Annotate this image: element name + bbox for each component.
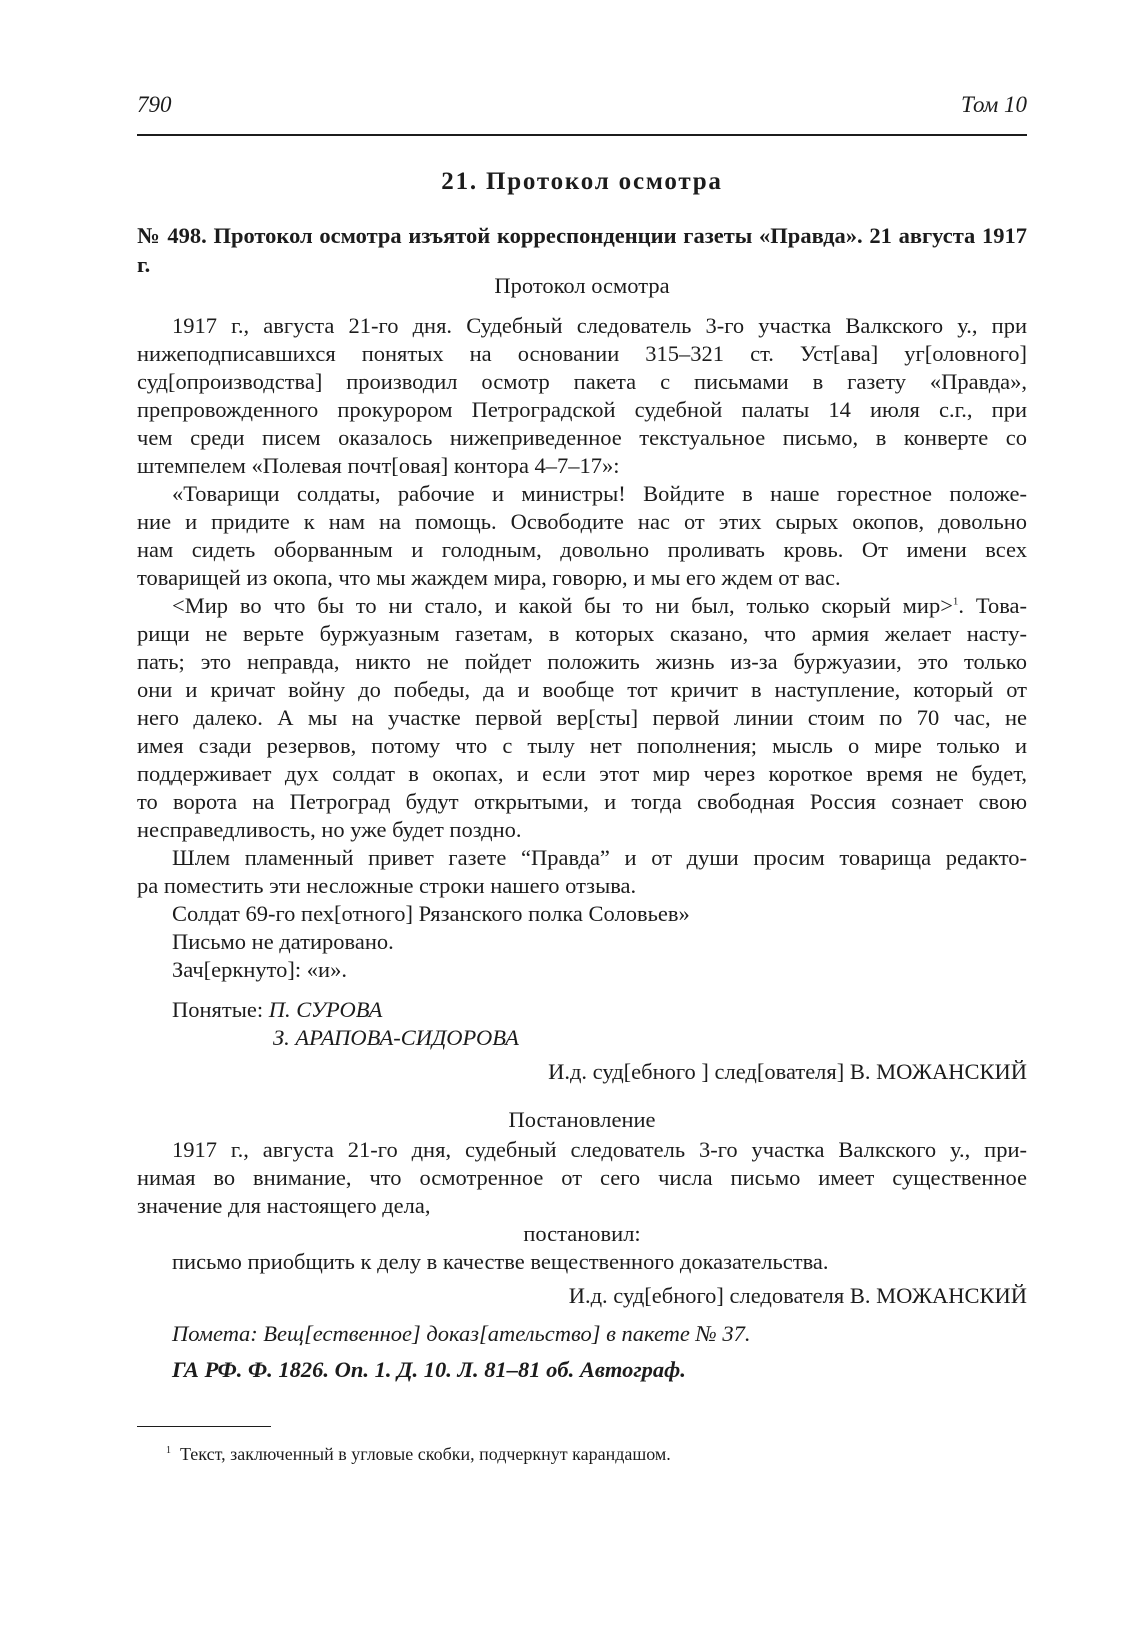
letter-line: несправедливость, но уже будет поздно. [137, 817, 522, 842]
letter-signature: Солдат 69-го пех[отного] Рязанского полка Соловьев» [172, 901, 690, 926]
witnesses-label: Понятые: [172, 997, 269, 1022]
footnote [166, 1442, 671, 1466]
intro-line: суд[опроизводства] производил осмотр пакета с письмами в газету «Правда», [137, 369, 1027, 394]
letter-line: Шлем пламенный привет газете “Правда” и от души просим товарища редакто- [172, 845, 1027, 870]
page-number: 790 [137, 92, 172, 117]
letter-line: ние и придите к нам на помощь. Освободите нас от этих сырых окопов, довольно [137, 509, 1027, 534]
letter-line: имея сзади резервов, потому что с тылу нет пополнения; мысль о мире только и [137, 733, 1027, 758]
intro-line: нижеподписавшихся понятых на основании 315–321 ст. Уст[ава] уг[оловного] [137, 341, 1027, 366]
witness-name: П. СУРОВА [268, 997, 383, 1022]
footnote-text: Текст, заключенный в угловые скобки, подчеркнут карандашом. [180, 1444, 671, 1464]
intro-line: 1917 г., августа 21-го дня. Судебный следователь 3-го участка Валкского у., при [172, 313, 1027, 338]
letter-line: пать; это неправда, никто не пойдет положить жизнь из-за буржуазии, это только [137, 649, 1027, 674]
intro-line: препровожденного прокурором Петроградской судебной палаты 14 июля с.г., при [137, 397, 1027, 422]
resolution-heading: Постановление [508, 1107, 656, 1132]
decision-text: письмо приобщить к делу в качестве вещественного доказательства. [172, 1249, 829, 1274]
letter-line: они и кричат войну до победы, да и вообще тот кричит в наступление, который от [137, 677, 1027, 702]
footnote-ref: 1 [952, 595, 959, 608]
decided-label: постановил: [523, 1221, 641, 1246]
investigator-signature: И.д. суд[ебного ] след[ователя] В. МОЖАНСКИЙ [548, 1059, 1027, 1084]
resolution-line: значение для настоящего дела, [137, 1193, 431, 1218]
letter-line: то ворота на Петроград будут открытыми, и тогда свободная Россия сознает свою [137, 789, 1027, 814]
intro-line: штемпелем «Полевая почт[овая] контора 4–7–17»: [137, 453, 620, 478]
resolution-signature: И.д. суд[ебного] следователя В. МОЖАНСКИЙ [568, 1283, 1027, 1308]
footnote-divider [137, 1426, 271, 1427]
witness-name: З. АРАПОВА-СИДОРОВА [273, 1025, 519, 1050]
document-title: № 498. Протокол осмотра изъятой корреспонденции газеты «Правда». 21 августа 1917 г. [137, 223, 1027, 277]
intro-line: чем среди писем оказалось нижеприведенное текстуальное письмо, в конверте со [137, 425, 1027, 450]
footnote-number: 1 [166, 1445, 171, 1456]
letter-line: нам сидеть оборванным и голодным, довольно проливать кровь. От имени всех [137, 537, 1027, 562]
not-dated-note: Письмо не датировано. [172, 929, 394, 954]
resolution-line: нимая во внимание, что осмотренное от сего числа письмо имеет существенное [137, 1165, 1027, 1190]
witnesses [172, 996, 1027, 1024]
archival-mark: Пометa: Вещ[ественное] доказ[ательство] в пакете № 37. [172, 1321, 751, 1346]
archive-reference: ГА РФ. Ф. 1826. Оп. 1. Д. 10. Л. 81–81 об. Автограф. [172, 1357, 686, 1382]
protocol-heading: Протокол осмотра [494, 273, 670, 298]
letter-line-tail: . Това- [958, 593, 1028, 618]
page-header [137, 88, 1027, 136]
letter-line: него далеко. А мы на участке первой вер[сты] первой линии стоим по 70 час, не [137, 705, 1027, 730]
volume-label: Том 10 [960, 92, 1027, 117]
crossed-out-note: Зач[еркнуто]: «и». [172, 957, 347, 982]
resolution-line: 1917 г., августа 21-го дня, судебный следователь 3-го участка Валкского у., при- [172, 1137, 1027, 1162]
section-title: 21. Протокол осмотра [441, 168, 723, 195]
letter-line: товарищей из окопа, что мы жаждем мира, говорю, и мы его ждем от вас. [137, 565, 841, 590]
letter-line: поддерживает дух солдат в окопах, и если этот мир через короткое время не будет, [137, 761, 1027, 786]
letter-line: «Товарищи солдаты, рабочие и министры! Войдите в наше горестное положе- [172, 481, 1027, 506]
letter-line-with-footnote [172, 592, 1027, 620]
letter-line: ра поместить эти несложные строки нашего отзыва. [137, 873, 637, 898]
underlined-passage: <Мир во что бы то ни стало, и какой бы то ни был, только скорый мир> [172, 593, 953, 618]
letter-line: рищи не верьте буржуазным газетам, в которых сказано, что армия желает насту- [137, 621, 1027, 646]
